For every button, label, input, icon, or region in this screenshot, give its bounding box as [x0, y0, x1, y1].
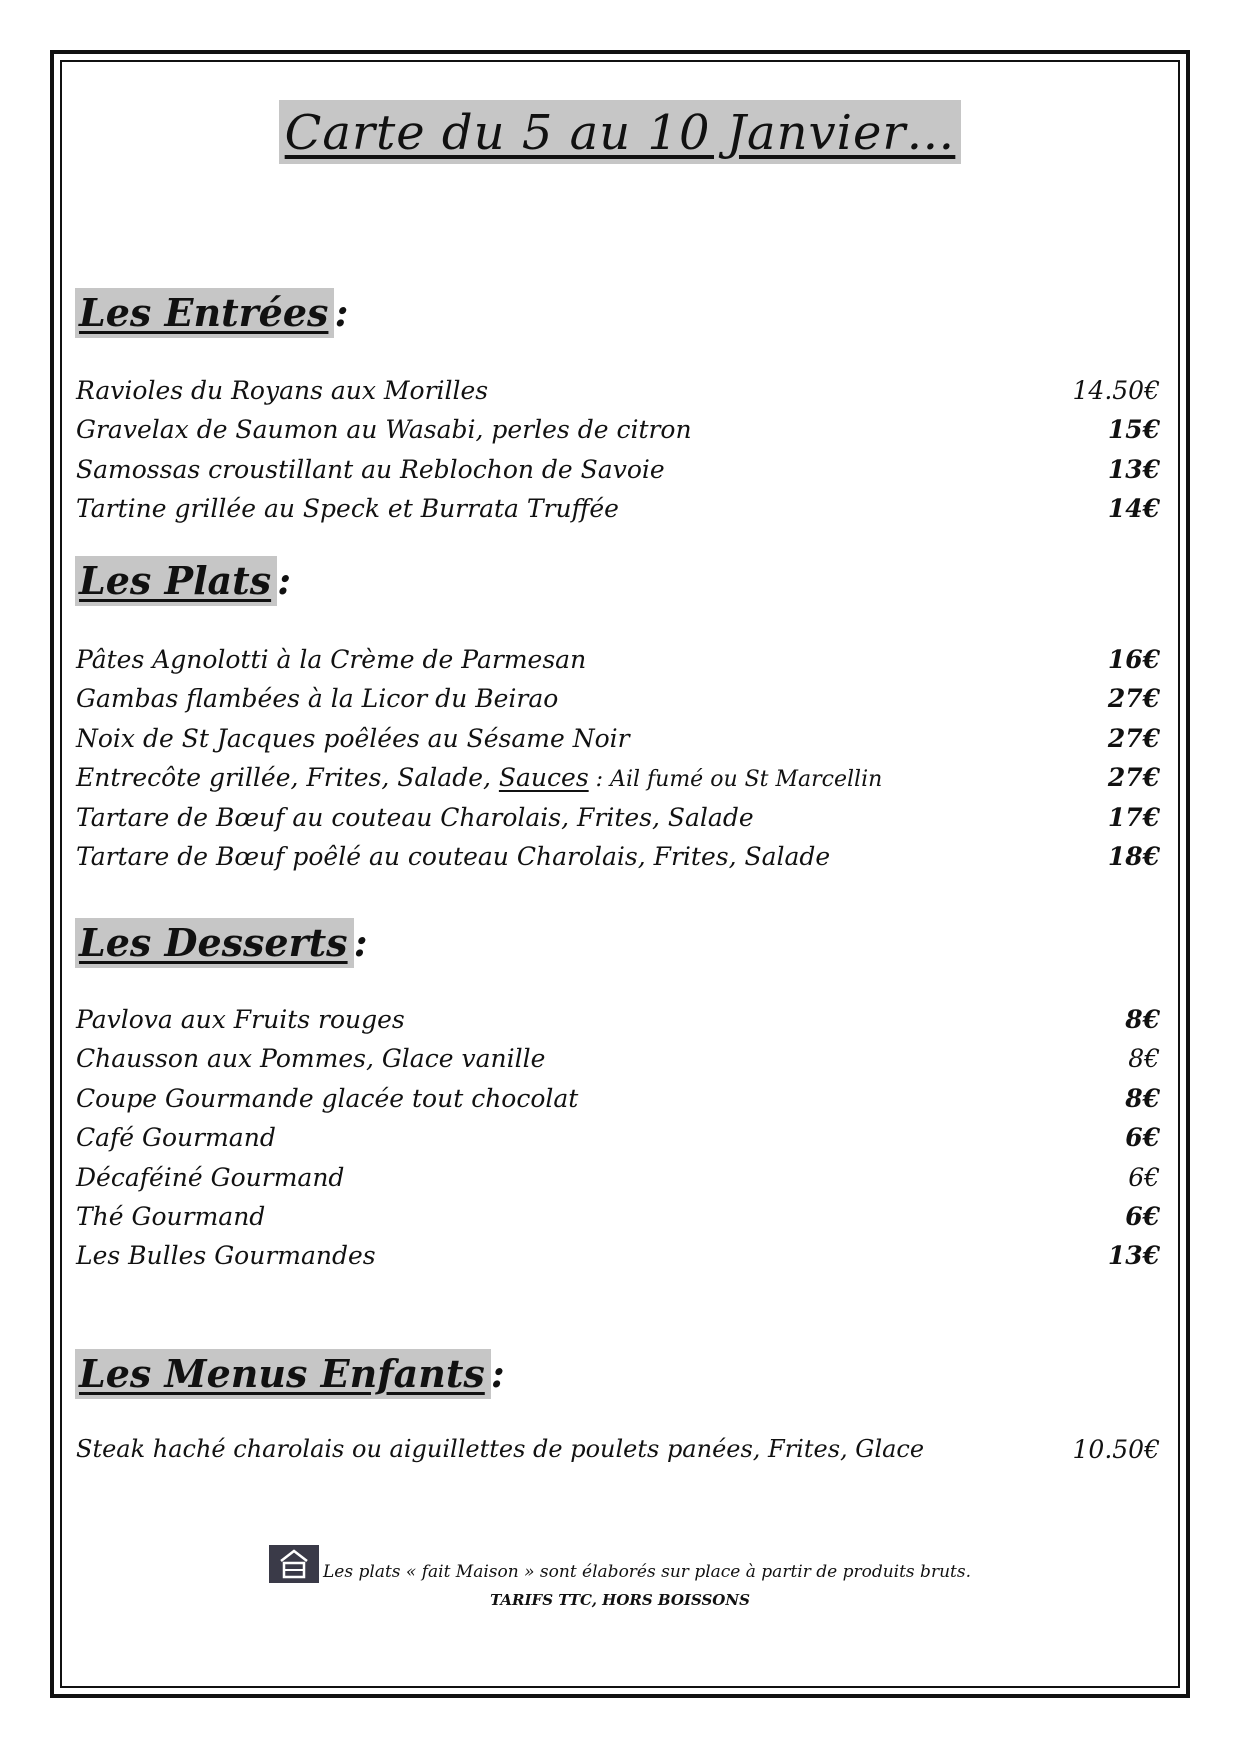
item-price: 17€: [1107, 802, 1160, 832]
item-price: 8€: [1128, 1044, 1160, 1074]
menu-item: [76, 489, 1160, 528]
item-name: Pâtes Agnolotti à la Crème de Parmesan: [76, 645, 587, 674]
section-colon: :: [490, 1351, 505, 1396]
sauces-label: Sauces: [498, 763, 589, 793]
item-price: 15€: [1107, 415, 1160, 445]
menu-item: [76, 410, 1160, 449]
item-name: Thé Gourmand: [76, 1201, 266, 1231]
section-title: Les Desserts: [75, 918, 354, 968]
menu-item: [76, 1430, 1160, 1469]
section-header-entrees: [75, 288, 348, 338]
item-name: Gambas flambées à la Licor du Beirao: [76, 684, 559, 714]
section-items-entrees: [76, 371, 1160, 529]
section-colon: :: [353, 920, 368, 965]
fait-maison-house-icon: [269, 1545, 319, 1583]
section-colon: :: [334, 290, 349, 335]
item-price: 10.50€: [1072, 1435, 1160, 1464]
item-name: Chausson aux Pommes, Glace vanille: [76, 1044, 546, 1074]
section-header-desserts: [75, 918, 368, 968]
item-name: Tartare de Bœuf au couteau Charolais, Frites, Salade: [76, 802, 754, 832]
menu-item: [76, 679, 1160, 718]
item-name-with-sauces: [76, 758, 882, 799]
menu-item: [76, 1000, 1160, 1039]
menu-item: [76, 719, 1160, 758]
item-name: Café Gourmand: [76, 1123, 276, 1153]
item-name: Noix de St Jacques poêlées au Sésame Noir: [76, 723, 630, 753]
fait-maison-note: Les plats « fait Maison » sont élaborés sur place à partir de produits bruts.: [323, 1562, 971, 1582]
item-name: Coupe Gourmande glacée tout chocolat: [76, 1083, 579, 1113]
item-name: Gravelax de Saumon au Wasabi, perles de citron: [76, 415, 692, 445]
item-name-prefix: Entrecôte grillée, Frites, Salade,: [76, 763, 499, 793]
menu-item: [76, 798, 1160, 837]
menu-item: [76, 1197, 1160, 1236]
section-header-menus-enfants: [75, 1349, 505, 1399]
item-price: 8€: [1125, 1083, 1160, 1113]
menu-item: [76, 837, 1160, 876]
item-name: Tartare de Bœuf poêlé au couteau Charolais, Frites, Salade: [76, 841, 831, 871]
menu-item: [76, 1236, 1160, 1275]
item-name: Samossas croustillant au Reblochon de Savoie: [76, 454, 665, 484]
section-title: Les Menus Enfants: [75, 1349, 491, 1399]
section-colon: :: [277, 558, 292, 603]
item-name: Pavlova aux Fruits rouges: [76, 1005, 405, 1034]
item-name-suffix: : Ail fumé ou St Marcellin: [588, 767, 883, 793]
item-price: 8€: [1125, 1005, 1160, 1034]
item-price: 16€: [1107, 645, 1160, 674]
tariffs-label: TARIFS TTC, HORS BOISSONS: [490, 1591, 750, 1609]
menu-item: [76, 450, 1160, 489]
menu-item: [76, 1158, 1160, 1197]
section-items-desserts: [76, 1000, 1160, 1276]
item-price: 6€: [1125, 1123, 1160, 1153]
item-price: 27€: [1107, 763, 1160, 793]
section-title: Les Entrées: [75, 288, 334, 338]
section-title: Les Plats: [75, 556, 277, 606]
menu-item: [76, 1118, 1160, 1157]
menu-item: [76, 758, 1160, 797]
item-price: 13€: [1107, 454, 1160, 484]
menu-item: [76, 371, 1160, 410]
item-name: Steak haché charolais ou aiguillettes de poulets panées, Frites, Glace: [76, 1435, 925, 1463]
menu-item: [76, 640, 1160, 679]
item-price: 6€: [1125, 1201, 1160, 1231]
item-name: Les Bulles Gourmandes: [76, 1241, 376, 1271]
menu-item: [76, 1079, 1160, 1118]
item-name: Décaféiné Gourmand: [76, 1162, 345, 1192]
menu-item: [76, 1039, 1160, 1078]
section-items-plats: [76, 640, 1160, 876]
menu-title: Carte du 5 au 10 Janvier…: [279, 100, 962, 164]
item-price: 18€: [1107, 841, 1160, 871]
item-name: Ravioles du Royans aux Morilles: [76, 376, 489, 405]
item-name: Tartine grillée au Speck et Burrata Truffée: [76, 494, 619, 524]
footer-note: [0, 1545, 1240, 1583]
item-price: 6€: [1128, 1162, 1160, 1192]
footer-tariffs: [0, 1591, 1240, 1609]
item-price: 14€: [1107, 494, 1160, 524]
section-items-menus-enfants: [76, 1430, 1160, 1469]
item-price: 27€: [1107, 723, 1160, 753]
item-price: 27€: [1107, 684, 1160, 714]
item-price: 14.50€: [1072, 376, 1160, 405]
item-price: 13€: [1107, 1241, 1160, 1271]
title-container: [0, 100, 1240, 164]
section-header-plats: [75, 556, 291, 606]
